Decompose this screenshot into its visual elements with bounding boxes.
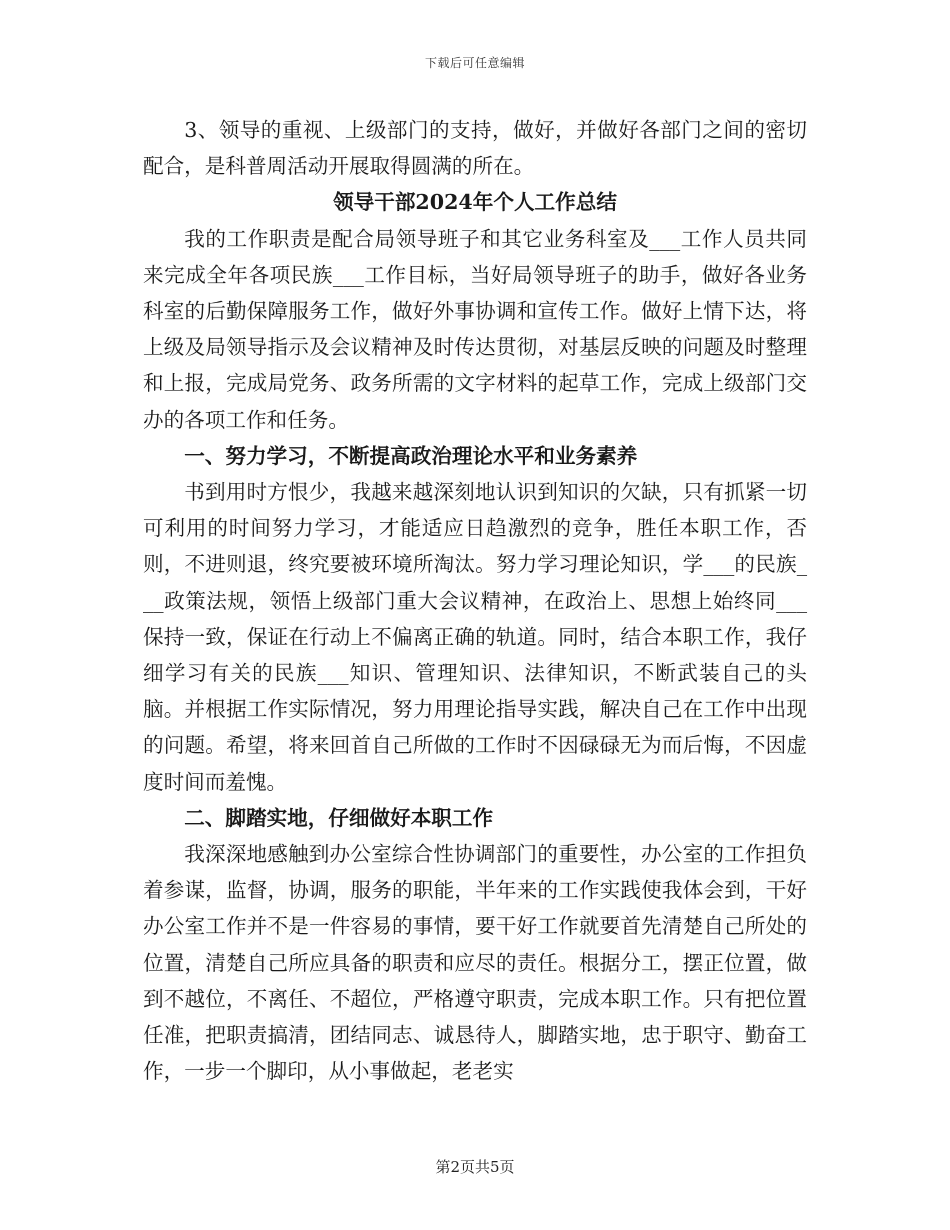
paragraph-point-3: 3、领导的重视、上级部门的支持，做好，并做好各部门之间的密切配合，是科普周活动开展取得圆满的所在。	[143, 118, 807, 179]
section-heading-2: 二、脚踏实地，仔细做好本职工作	[184, 805, 494, 830]
document-body	[143, 112, 807, 1089]
section-body-2: 我深深地感触到办公室综合性协调部门的重要性，办公室的工作担负着参谋，监督，协调，服务的职能，半年来的工作实践使我体会到，干好办公室工作并不是一件容易的事情，要干好工作就要首先清楚自己所处的位置，清楚自己所应具备的职责和应尽的责任。根据分工，摆正位置，做到不越位，不离任、不超位，严格遵守职责，完成本职工作。只有把位置任准，把职责搞清，团结同志、诚恳待人，脚踏实地，忠于职守、勤奋工作，一步一个脚印，从小事做起，老老实	[143, 842, 807, 1084]
page-number: 第2页共5页	[435, 1158, 515, 1176]
section-heading-1: 一、努力学习，不断提高政治理论水平和业务素养	[184, 443, 638, 468]
intro-paragraph: 我的工作职责是配合局领导班子和其它业务科室及___工作人员共同来完成全年各项民族___工作目标，当好局领导班子的助手，做好各业务科室的后勤保障服务工作，做好外事协调和宣传工作。做好上情下达，将上级及局领导指示及会议精神及时传达贯彻，对基层反映的问题及时整理和上报，完成局党务、政务所需的文字材料的起草工作，完成上级部门交办的各项工作和任务。	[143, 226, 807, 432]
section-body-1: 书到用时方恨少，我越来越深刻地认识到知识的欠缺，只有抓紧一切可利用的时间努力学习，才能适应日趋激烈的竞争，胜任本职工作，否则，不进则退，终究要被环境所淘汰。努力学习理论知识，学___的民族___政策法规，领悟上级部门重大会议精神，在政治上、思想上始终同___保持一致，保证在行动上不偏离正确的轨道。同时，结合本职工作，我仔细学习有关的民族___知识、管理知识、法律知识，不断武装自己的头脑。并根据工作实际情况，努力用理论指导实践，解决自己在工作中出现的问题。希望，将来回首自己所做的工作时不因碌碌无为而后悔，不因虚度时间而羞愧。	[143, 480, 807, 794]
document-title: 领导干部2024年个人工作总结	[333, 190, 617, 215]
header-note: 下载后可任意编辑	[424, 56, 525, 70]
